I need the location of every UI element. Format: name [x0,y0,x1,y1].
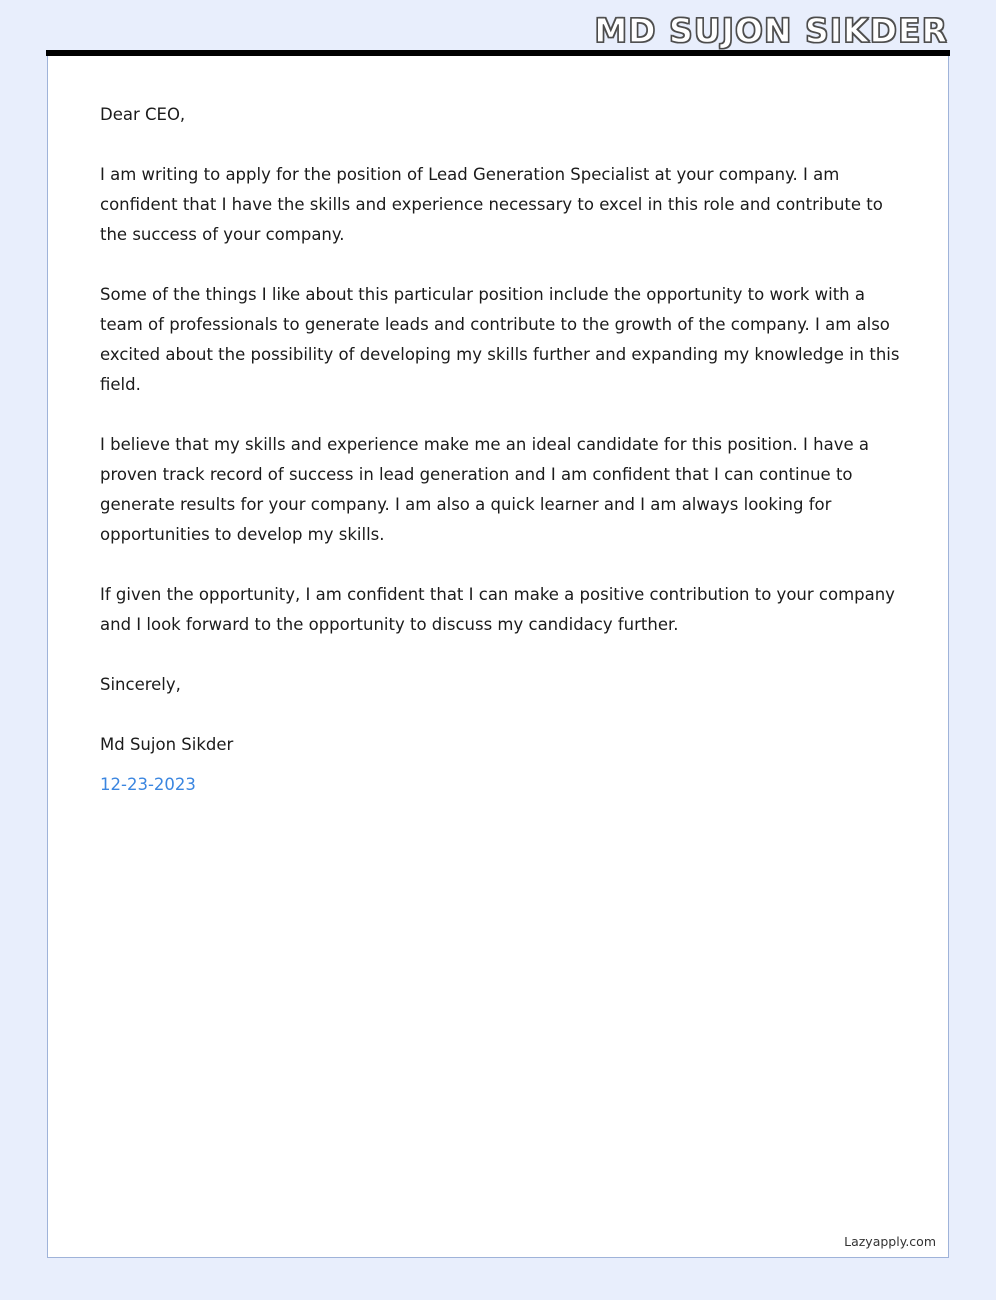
document-header [0,0,996,52]
letter-date: 12-23-2023 [100,775,196,794]
letter-body [100,100,905,800]
signature-name: Md Sujon Sikder [100,735,234,754]
footer-brand: Lazyapply.com [844,1234,936,1249]
salutation: Dear CEO, [100,105,186,124]
closing: Sincerely, [100,675,181,694]
paragraph-1: I am writing to apply for the position of Lead Generation Specialist at your company. I am confident that I have the skills and experience necessary to excel in this role and contribute to the success of your company. [100,165,889,244]
page-title: MD SUJON SIKDER [594,11,948,50]
paragraph-4: If given the opportunity, I am confident that I can make a positive contribution to your company and I look forward to the opportunity to discuss my candidacy further. [100,585,901,634]
paragraph-2: Some of the things I like about this particular position include the opportunity to work with a team of professionals to generate leads and contribute to the growth of the company. I am also excited about the possibility of developing my skills further and expanding my knowledge in this field. [100,285,905,394]
letter-sheet [47,56,949,1258]
paragraph-3: I believe that my skills and experience make me an ideal candidate for this position. I have a proven track record of success in lead generation and I am confident that I can continue to generate results for your company. I am also a quick learner and I am always looking for opportunities to develop my skills. [100,435,875,544]
